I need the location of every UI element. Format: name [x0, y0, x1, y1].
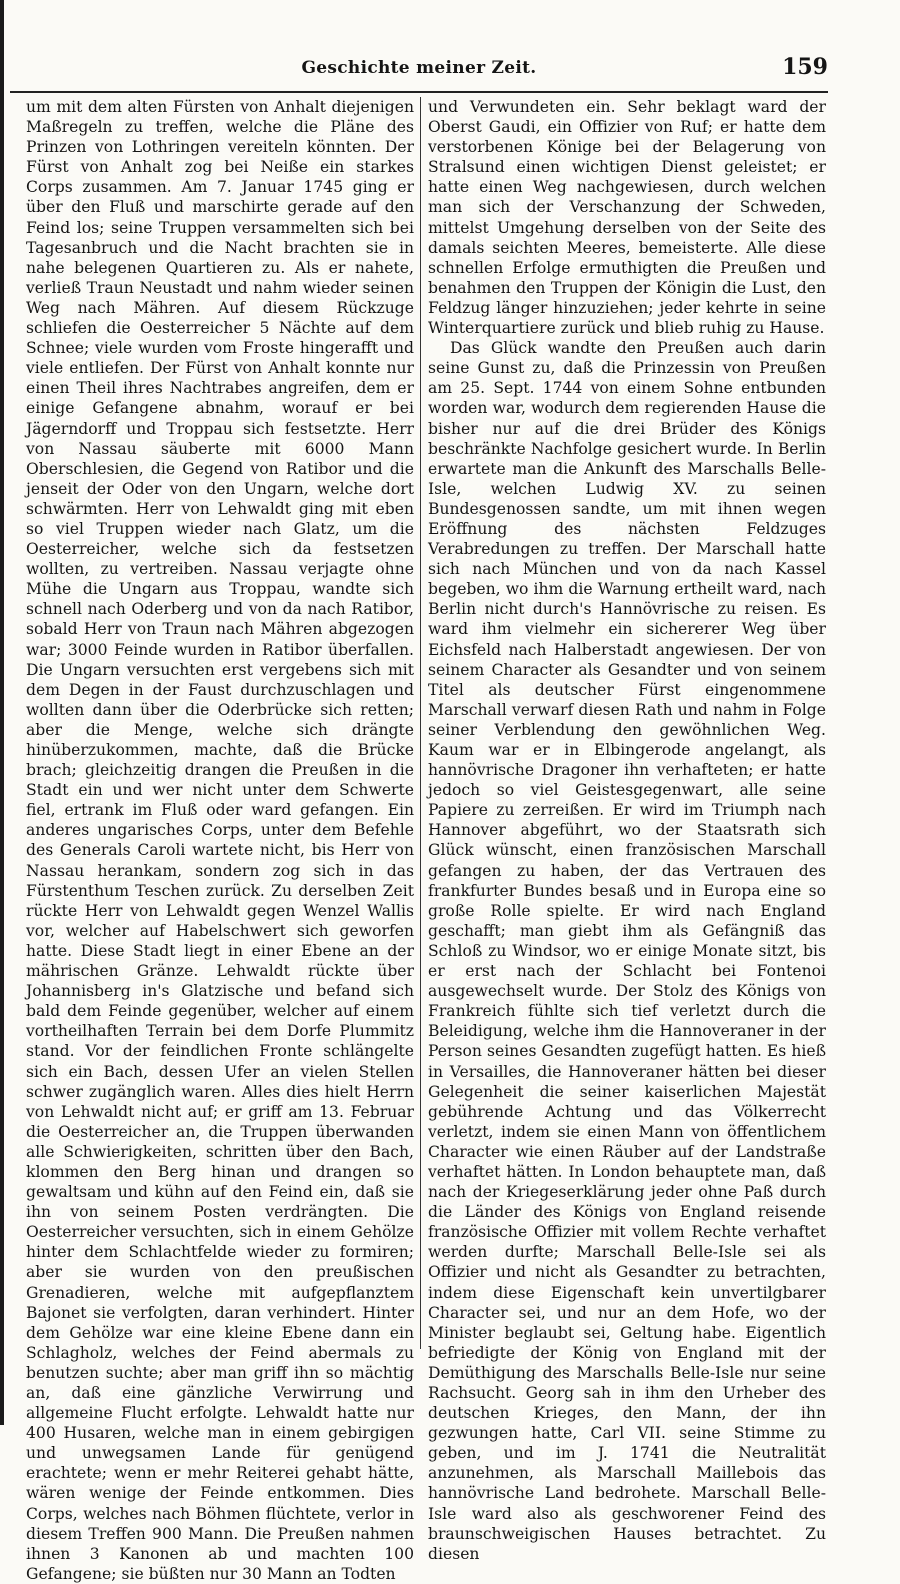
header-rule [10, 91, 828, 93]
page-edge-shadow [0, 0, 4, 1425]
page-number: 159 [782, 54, 828, 80]
paragraph: um mit dem alten Fürsten von Anhalt diejenigen Maßregeln zu treffen, welche die Pläne des Prinzen von Lothringen vereiteln könnten. Der Fürst von Anhalt zog bei Neiße ein starkes Corps zusammen. Am 7. Januar 1745 ging er über den Fluß und marschirte gerade auf den Feind los; seine Truppen versammelten sich bei Tagesanbruch und die Nacht brachten sie in nahe belegenen Quartieren zu. Als er nahete, verließ Traun Neustadt und nahm wieder seinen Weg nach Mähren. Auf diesem Rückzuge schliefen die Oesterreicher 5 Nächte auf dem Schnee; viele wurden vom Froste hingerafft und viele entliefen. Der Fürst von Anhalt konnte nur einen Theil ihres Nachtrabes angreifen, dem er einige Gefangene abnahm, worauf er bei Jägerndorff und Troppau sich festsetzte. Herr von Nassau säuberte mit 6000 Mann Oberschlesien, die Gegend von Ratibor und die jenseit der Oder von den Ungarn, welche dort schwärmten. Herr von Lehwaldt ging mit eben so viel Truppen wieder nach Glatz, um die Oesterreicher, welche sich da festsetzen wollten, zu vertreiben. Nassau verjagte ohne Mühe die Ungarn aus Troppau, wandte sich schnell nach Oderberg und von da nach Ratibor, sobald Herr von Traun nach Mähren abgezogen war; 3000 Feinde wurden in Ratibor überfallen. Die Ungarn versuchten erst vergebens sich mit dem Degen in der Faust durchzuschlagen und wollten dann über die Oderbrücke sich retten; aber die Menge, welche sich drängte hinüberzukommen, machte, daß die Brücke brach; gleichzeitig drangen die Preußen in die Stadt ein und wer nicht unter dem Schwerte fiel, ertrank im Fluß oder ward gefangen. Ein anderes ungarisches Corps, unter dem Befehle des Generals Caroli wartete nicht, bis Herr von Nassau herankam, sondern zog sich in das Fürstenthum Teschen zurück. Zu derselben Zeit rückte Herr von Lehwaldt gegen Wenzel Wallis vor, welcher auf Habelschwert sich geworfen hatte. Diese Stadt liegt in einer Ebene an der mährischen Gränze. Lehwaldt rückte über Johannisberg in's Glatzische und befand sich bald dem Feinde gegenüber, welcher auf einem vortheilhaften Terrain bei dem Dorfe Plummitz stand. Vor der feindlichen Fronte schlängelte sich ein Bach, dessen Ufer an vielen Stellen schwer zugänglich waren. Alles dies hielt Herrn von Lehwaldt nicht auf; er griff am 13. Februar die Oesterreicher an, die Truppen überwanden alle Schwierigkeiten, schritten über den Bach, klommen den Berg hinan und drangen so gewaltsam und kühn auf den Feind ein, daß sie ihn von seinem Posten verdrängten. Die Oesterreicher versuchten, sich in einem Gehölze hinter dem Schlachtfelde wieder zu formiren; aber sie wurden von den preußischen Grenadieren, welche mit aufgepflanztem Bajonet sie verfolgten, daran verhindert. Hinter dem Gehölze war eine kleine Ebene dann ein Schlagholz, welches der Feind abermals zu benutzen suchte; aber man griff ihn so mächtig an, daß eine gänzliche Verwirrung und allgemeine Flucht erfolgte. Lehwaldt hatte nur 400 Husaren, welche man in einem gebirgigen und unwegsamen Lande für genügend erachtete; wenn er mehr Reiterei gehabt hätte, wären wenige der Feinde entkommen. Dies Corps, welches nach Böhmen flüchtete, verlor in diesem Treffen 900 Mann. Die Preußen nahmen ihnen 3 Kanonen ab und machten 100 Gefangene; sie büßten nur 30 Mann an Todten [26, 98, 414, 1583]
running-header [10, 52, 828, 90]
right-column [428, 97, 826, 1563]
column-divider [420, 97, 421, 1349]
left-column [26, 97, 414, 1583]
paragraph: und Verwundeten ein. Sehr beklagt ward der Oberst Gaudi, ein Offizier von Ruf; er hatte dem verstorbenen Könige bei der Belagerung von Stralsund einen wichtigen Dienst geleistet; er hatte einen Weg nachgewiesen, durch welchen man sich der Verschanzung der Schweden, mittelst Umgehung derselben von der Seite des damals seichten Meeres, bemeisterte. Alle diese schnellen Erfolge ermuthigten die Preußen und benahmen den Truppen der Königin die Lust, den Feldzug länger hinzuziehen; jeder kehrte in seine Winterquartiere zurück und blieb ruhig zu Hause. [428, 98, 826, 338]
running-title: Geschichte meiner Zeit. [301, 58, 537, 78]
paragraph: Das Glück wandte den Preußen auch darin seine Gunst zu, daß die Prinzessin von Preußen am 25. Sept. 1744 von einem Sohne entbunden worden war, wodurch dem regierenden Hause die bisher nur auf die drei Brüder des Königs beschränkte Nachfolge gesichert wurde. In Berlin erwartete man die Ankunft des Marschalls Belle-Isle, welchen Ludwig XV. zu seinen Bundesgenossen sandte, um mit ihnen wegen Eröffnung des nächsten Feldzuges Verabredungen zu treffen. Der Marschall hatte sich nach München und von da nach Kassel begeben, wo ihm die Warnung ertheilt ward, nach Berlin nicht durch's Hannövrische zu reisen. Es ward ihm vielmehr ein sichererer Weg über Eichsfeld nach Halberstadt angewiesen. Der von seinem Character als Gesandter und von seinem Titel als deutscher Fürst eingenommene Marschall verwarf diesen Rath und nahm in Folge seiner Verblendung den gewöhnlichen Weg. Kaum war er in Elbingerode angelangt, als hannövrische Dragoner ihn verhafteten; er hatte jedoch so viel Geistesgegenwart, alle seine Papiere zu zerreißen. Er wird im Triumph nach Hannover abgeführt, wo der Staatsrath sich Glück wünscht, einen französischen Marschall gefangen zu haben, der das Vertrauen des frankfurter Bundes besaß und in Europa eine so große Rolle spielte. Er wird nach England geschafft; man giebt ihm als Gefängniß das Schloß zu Windsor, wo er einige Monate sitzt, bis er erst nach der Schlacht bei Fontenoi ausgewechselt wurde. Der Stolz des Königs von Frankreich fühlte sich tief verletzt durch die Beleidigung, welche ihm die Hannoveraner in der Person seines Gesandten zugefügt hatten. Es hieß in Versailles, die Hannoveraner hätten bei dieser Gelegenheit die seiner kaiserlichen Majestät gebührende Achtung und das Völkerrecht verletzt, indem sie einen Mann von öffentlichem Character wie einen Räuber auf der Landstraße verhaftet hätten. In London behauptete man, daß nach der Kriegeserklärung jeder ohne Paß durch die Länder des Königs von England reisende französische Offizier mit vollem Rechte verhaftet werden durfte; Marschall Belle-Isle sei als Offizier und nicht als Gesandter zu betrachten, indem diese Eigenschaft kein unvertilgbarer Character sei, und nur an dem Hofe, wo der Minister beglaubt sei, Geltung habe. Eigentlich befriedigte der König von England mit der Demüthigung des Marschalls Belle-Isle nur seine Rachsucht. Georg sah in ihm den Urheber des deutschen Krieges, den Mann, der ihn gezwungen hatte, Carl VII. seine Stimme zu geben, und im J. 1741 die Neutralität anzunehmen, als Marschall Maillebois das hannövrische Land bedrohete. Marschall Belle-Isle ward also als geschworener Feind des braunschweigischen Hauses betrachtet. Zu diesen [428, 339, 826, 1563]
